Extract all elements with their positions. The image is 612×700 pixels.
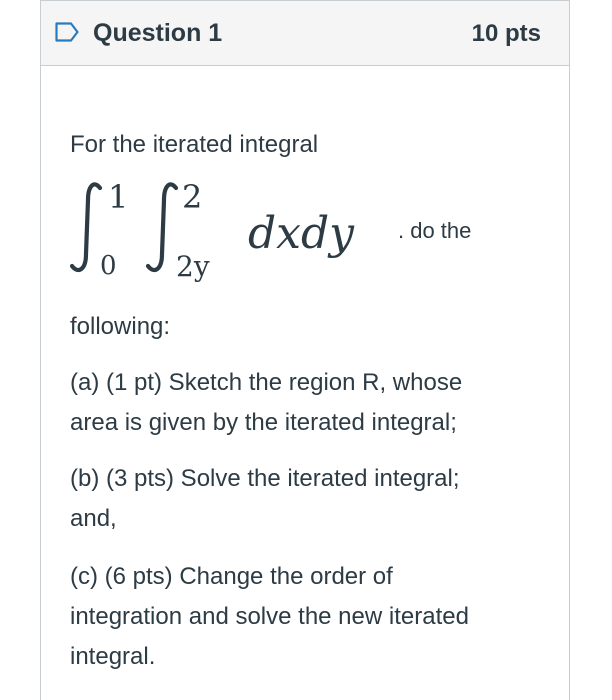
question-points: 10 pts	[471, 20, 541, 47]
part-b-line-2: and,	[70, 505, 117, 532]
outer-lower-limit: 0	[100, 251, 117, 281]
following-text: following:	[70, 313, 171, 340]
intro-text: For the iterated integral	[70, 131, 319, 158]
outer-integral-sign	[72, 184, 100, 270]
outer-upper-limit: 1	[108, 178, 129, 216]
part-c-line-1: (c) (6 pts) Change the order of	[70, 563, 393, 590]
part-b-line-1: (b) (3 pts) Solve the iterated integral;	[70, 465, 460, 492]
part-a-line-2: area is given by the iterated integral;	[70, 409, 457, 436]
bookmark-flag-icon[interactable]	[55, 22, 79, 42]
integrand: dxdy	[248, 208, 355, 259]
inner-integral-sign	[148, 184, 176, 270]
inner-lower-limit: 2y	[176, 250, 210, 283]
part-a-line-1: (a) (1 pt) Sketch the region R, whose	[70, 369, 463, 396]
question-card	[40, 0, 570, 700]
after-integral-text: . do the	[398, 218, 472, 243]
question-header	[41, 0, 569, 66]
question-title: Question 1	[93, 19, 223, 47]
part-c-line-2: integration and solve the new iterated	[70, 603, 469, 630]
part-c-line-3: integral.	[70, 643, 156, 670]
inner-upper-limit: 2	[182, 178, 203, 216]
